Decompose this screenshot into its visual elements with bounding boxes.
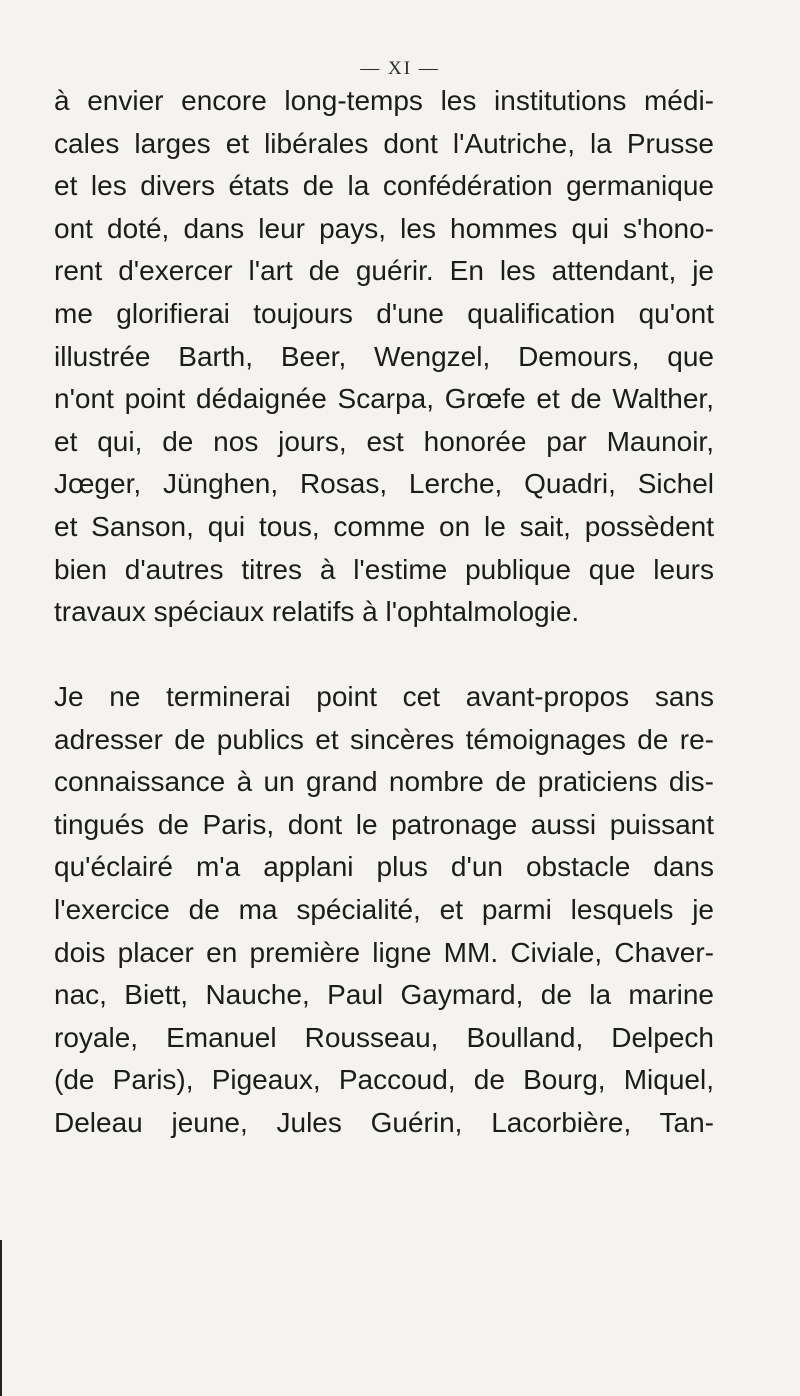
text-line: l'exercice de ma spécialité, et parmi lesquels je (54, 893, 714, 925)
text-line: (de Paris), Pigeaux, Paccoud, de Bourg, Miquel, (54, 1064, 714, 1096)
text-line: illustrée Barth, Beer, Wengzel, Demours, que (54, 340, 714, 372)
text-line: tingués de Paris, dont le patronage aussi puissant (54, 808, 714, 840)
text-line: rent d'exercer l'art de guérir. En les attendant, je (54, 255, 714, 287)
paragraph-2 (54, 676, 714, 1145)
text-line: travaux spéciaux relatifs à l'ophtalmologie. (54, 596, 580, 628)
page-edge-line (0, 1240, 2, 1396)
text-line: nac, Biett, Nauche, Paul Gaymard, de la marine (54, 979, 714, 1011)
paragraph-1 (54, 80, 714, 634)
text-line: ont doté, dans leur pays, les hommes qui s'hono- (54, 212, 714, 244)
page-number: — XI — (360, 58, 440, 79)
text-line: bien d'autres titres à l'estime publique que leurs (54, 553, 714, 585)
text-line: Deleau jeune, Jules Guérin, Lacorbière, Tan- (54, 1106, 714, 1138)
text-line: et Sanson, qui tous, comme on le sait, possèdent (54, 510, 714, 542)
text-line: à envier encore long-temps les institutions médi- (54, 85, 714, 116)
text-line: Jœger, Jünghen, Rosas, Lerche, Quadri, Sichel (54, 468, 714, 500)
text-line: et qui, de nos jours, est honorée par Maunoir, (54, 425, 714, 457)
text-line: me glorifierai toujours d'une qualification qu'ont (54, 297, 714, 329)
text-line: cales larges et libérales dont l'Autriche, la Prusse (54, 127, 714, 159)
text-line: adresser de publics et sincères témoignages de re- (54, 723, 714, 755)
text-line: et les divers états de la confédération germanique (54, 170, 714, 202)
text-line: royale, Emanuel Rousseau, Boulland, Delpech (54, 1021, 714, 1053)
text-line: dois placer en première ligne MM. Civiale, Chaver- (54, 936, 714, 968)
text-line: n'ont point dédaignée Scarpa, Grœfe et de Walther, (54, 383, 714, 415)
text-line: Je ne terminerai point cet avant-propos sans (54, 681, 714, 712)
text-line: qu'éclairé m'a applani plus d'un obstacle dans (54, 851, 714, 883)
text-line: connaissance à un grand nombre de praticiens dis- (54, 766, 714, 798)
